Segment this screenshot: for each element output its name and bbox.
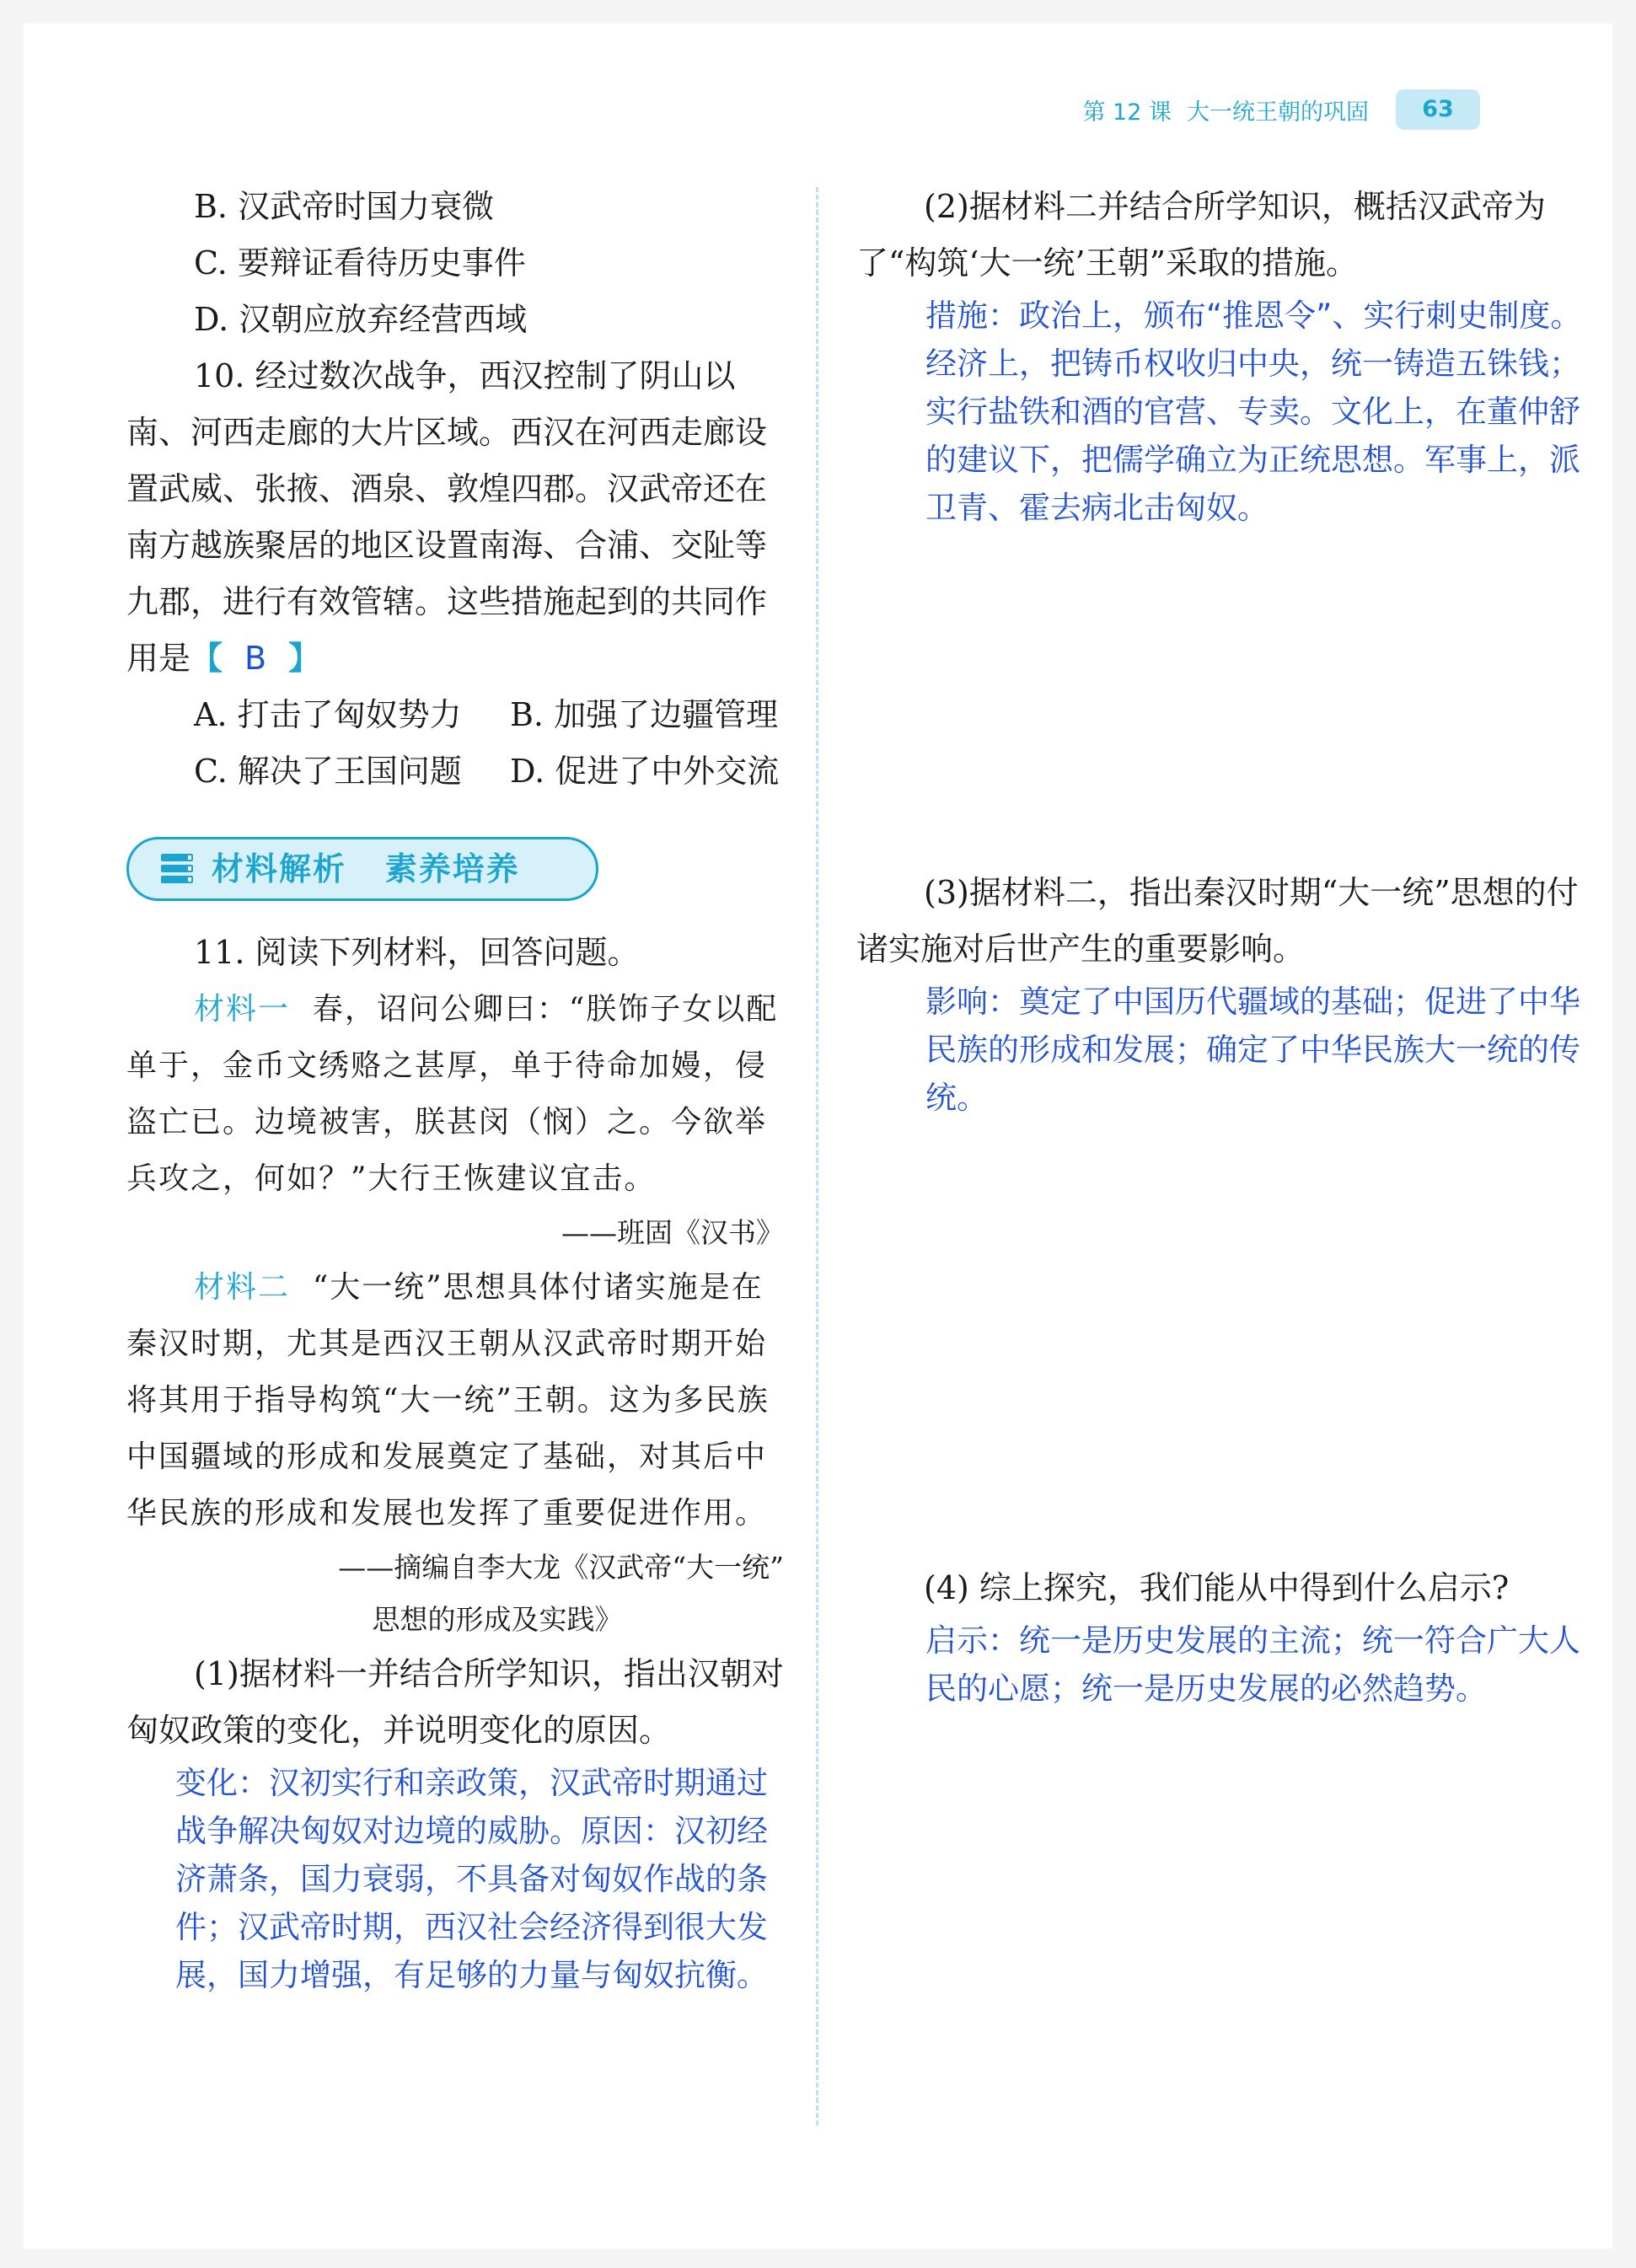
running-header: [1082, 88, 1480, 131]
right-column: [856, 179, 1598, 1713]
q10-options-row1: [126, 687, 784, 743]
q11-2-answer: 措施：政治上，颁布“推恩令”、实行刺史制度。经济上，把铸币权收归中央，统一铸造五铢钱；实行盐铁和酒的官营、专卖。文化上，在董仲舒的建议下，把儒学确立为正统思想。军事上，派卫青、霍去病北击匈奴。: [925, 298, 1582, 526]
q9-option-c: C. 要辩证看待历史事件: [194, 244, 526, 281]
material-1: [126, 981, 784, 1207]
left-column: [126, 179, 784, 1999]
q11-1-question: (1)据材料一并结合所学知识，指出汉朝对匈奴政策的变化，并说明变化的原因。: [126, 1655, 784, 1749]
q10-answer: B: [244, 640, 267, 677]
answer-space: [856, 532, 1598, 865]
q10-option-a: A. 打击了匈奴势力: [194, 696, 462, 733]
material-1-source: ——班固《汉书》: [561, 1216, 784, 1249]
q10-options-row2: [126, 743, 784, 800]
q11-3-answer: 影响：奠定了中国历代疆域的基础；促进了中华民族的形成和发展；确定了中华民族大一统的传统。: [925, 984, 1580, 1116]
section-banner: [126, 837, 598, 901]
material-1-text: 春，诏问公卿曰：“朕饰子女以配单于，金币文绣赂之甚厚，单于待命加嫚，侵盗亡已。边境被害，朕甚闵（悯）之。今欲举兵攻之，何如？”大行王恢建议宜击。: [126, 992, 779, 1196]
material-2-source-line1: ——摘编自李大龙《汉武帝“大一统”: [338, 1551, 784, 1584]
book-stack-icon: [156, 850, 198, 887]
q10-text: 10. 经过数次战争，西汉控制了阴山以南、河西走廊的大片区域。西汉在河西走廊设置武威、张掖、酒泉、敦煌四郡。汉武帝还在南方越族聚居的地区设置南海、合浦、交阯等九郡，进行有效管辖。这些措施起到的共同作用是: [126, 357, 768, 677]
q11-4-answer: 启示：统一是历史发展的主流；统一符合广大人民的心愿；统一是历史发展的必然趋势。: [925, 1622, 1580, 1707]
q11-4-question: (4) 综上探究，我们能从中得到什么启示?: [924, 1569, 1510, 1606]
material-2-label: 材料二: [194, 1270, 291, 1305]
q9-option-b: B. 汉武帝时国力衰微: [194, 188, 495, 225]
q9-option-d: D. 汉朝应放弃经营西域: [194, 301, 528, 338]
q10-option-c: C. 解决了王国问题: [194, 753, 462, 790]
bracket-open: 【: [190, 640, 223, 677]
q10-option-d: D. 促进了中外交流: [510, 753, 780, 790]
material-2-source-line2: 思想的形成及实践》: [372, 1603, 623, 1636]
material-1-label: 材料一: [194, 992, 291, 1027]
lesson-number: 第 12 课: [1082, 99, 1172, 126]
q11-1-answer: 变化：汉初实行和亲政策，汉武帝时期通过战争解决匈奴对边境的威胁。原因：汉初经济萧条，国力衰弱，不具备对匈奴作战的条件；汉武帝时期，西汉社会经济得到很大发展，国力增强，有足够的力量与匈奴抗衡。: [175, 1765, 768, 1993]
lesson-title: 大一统王朝的巩固: [1187, 99, 1369, 126]
material-2-text: “大一统”思想具体付诸实施是在秦汉时期，尤其是西汉王朝从汉武帝时期开始将其用于指导构筑“大一统”王朝。这为多民族中国疆域的形成和发展奠定了基础，对其后中华民族的形成和发展也发挥了重要促进作用。: [126, 1270, 770, 1531]
q11-stem: 11. 阅读下列材料，回答问题。: [194, 934, 640, 971]
bracket-close: 】: [288, 640, 321, 677]
q10-option-b: B. 加强了边疆管理: [510, 696, 779, 733]
column-divider: [816, 187, 818, 2126]
answer-space: [856, 1122, 1598, 1560]
q11-3-question: (3)据材料二，指出秦汉时期“大一统”思想的付诸实施对后世产生的重要影响。: [856, 874, 1579, 968]
q10-stem: [126, 348, 784, 687]
page-number: 63: [1396, 89, 1480, 130]
section-title: 材料解析 素养培养: [212, 850, 520, 887]
material-2: [126, 1259, 784, 1541]
q11-2-question: (2)据材料二并结合所学知识，概括汉武帝为了“构筑‘大一统’王朝”采取的措施。: [856, 188, 1546, 281]
